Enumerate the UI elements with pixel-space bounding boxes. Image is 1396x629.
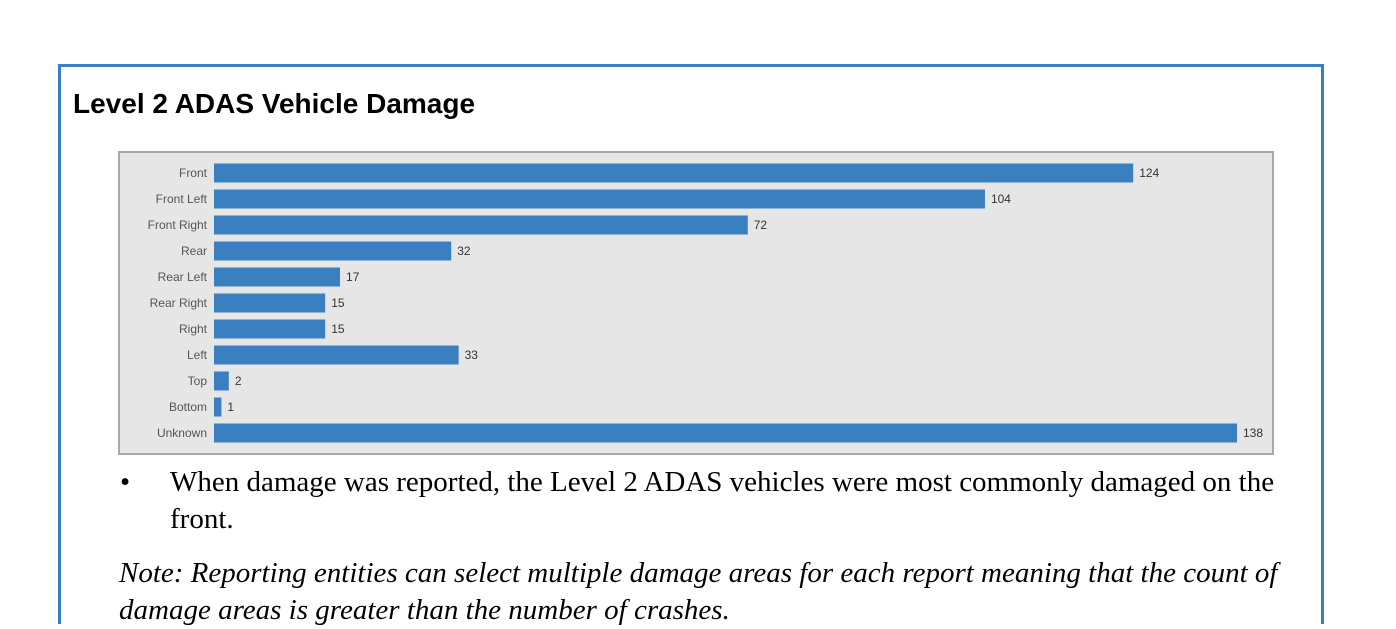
bar	[214, 424, 1237, 443]
bar-chart	[118, 151, 1274, 455]
category-label: Left	[186, 348, 207, 362]
bar	[214, 216, 748, 235]
bar	[214, 268, 340, 287]
bar	[214, 294, 325, 313]
value-label: 2	[234, 374, 242, 388]
value-label: 15	[331, 322, 345, 336]
category-label: Unknown	[156, 426, 207, 440]
category-label: Front Left	[155, 192, 207, 206]
bar	[214, 372, 229, 391]
category-label: Front Right	[147, 218, 207, 232]
value-label: 33	[464, 348, 478, 362]
value-label: 72	[753, 218, 768, 232]
page-title: Level 2 ADAS Vehicle Damage	[73, 88, 476, 119]
category-label: Front	[178, 166, 207, 180]
note-text: Note: Reporting entities can select multiple damage areas for each report meaning that the count of damage areas is greater than the number of crashes.	[119, 557, 1278, 626]
category-label: Rear	[180, 244, 207, 258]
category-label: Top	[187, 374, 207, 388]
value-label: 15	[331, 296, 345, 310]
bar	[214, 320, 325, 339]
bullet-text: When damage was reported, the Level 2 ADAS vehicles were most commonly damaged on the front.	[170, 466, 1275, 535]
bar	[214, 398, 221, 417]
bar	[214, 190, 985, 209]
category-label: Bottom	[168, 400, 207, 414]
bar	[214, 346, 459, 365]
category-label: Right	[178, 322, 207, 336]
category-label: Rear Left	[157, 270, 207, 284]
category-label: Rear Right	[149, 296, 207, 310]
bar	[214, 164, 1133, 183]
bullet-symbol: •	[120, 466, 131, 498]
bullet-item	[118, 464, 1318, 538]
value-label: 104	[990, 192, 1011, 206]
value-label: 17	[346, 270, 360, 284]
bullet-list	[118, 464, 1318, 538]
value-label: 32	[457, 244, 471, 258]
value-label: 138	[1243, 426, 1264, 440]
value-label: 1	[227, 400, 235, 414]
bar	[214, 242, 451, 261]
value-label: 124	[1139, 166, 1160, 180]
bar-chart-svg	[118, 151, 1274, 455]
